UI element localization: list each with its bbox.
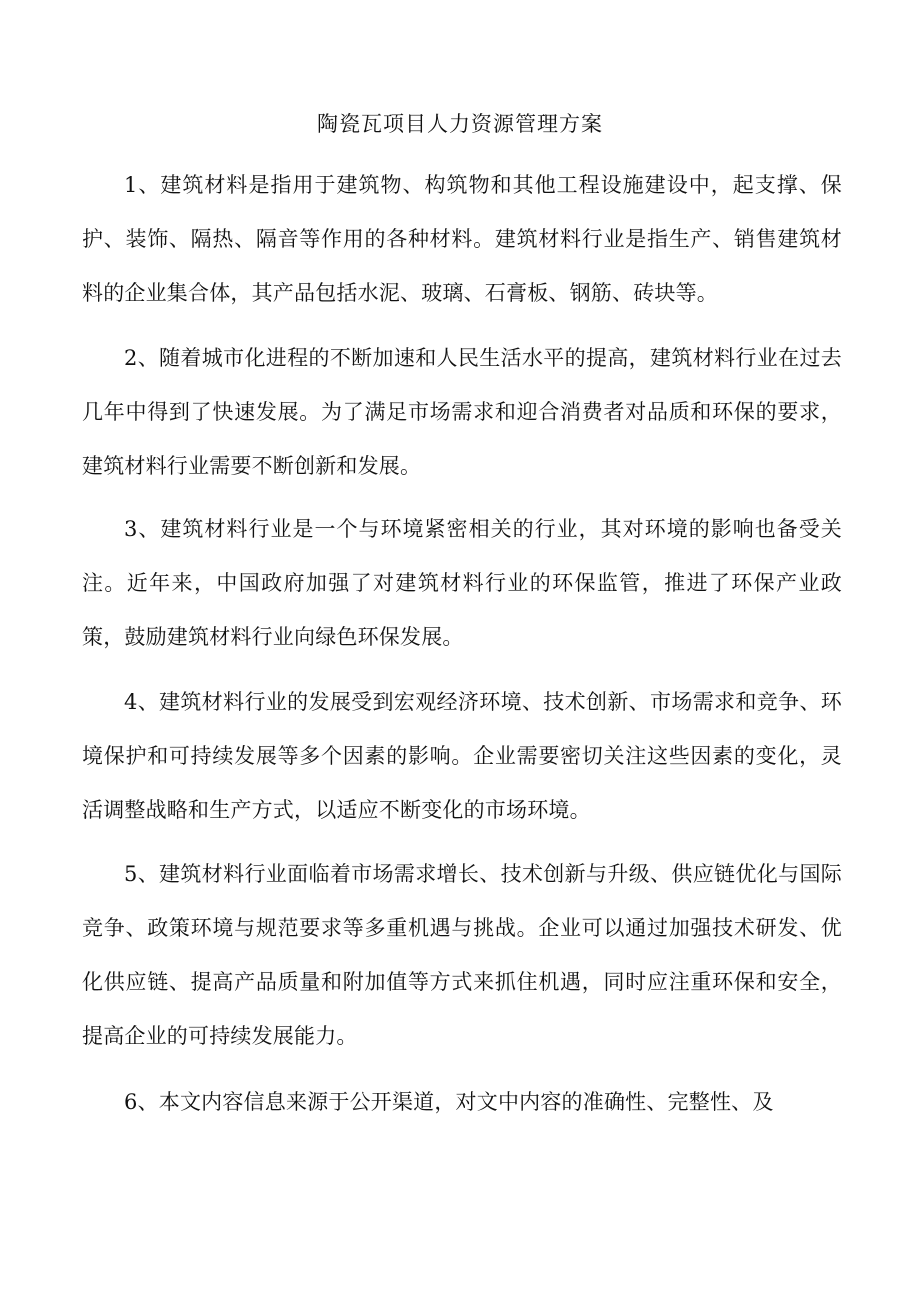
paragraph-2: 2、随着城市化进程的不断加速和人民生活水平的提高，建筑材料行业在过去几年中得到了快速发展。为了满足市场需求和迎合消费者对品质和环保的要求，建筑材料行业需要不断创新和发展。 — [82, 346, 842, 478]
paragraph-5: 5、建筑材料行业面临着市场需求增长、技术创新与升级、供应链优化与国际竞争、政策环境与规范要求等多重机遇与挑战。企业可以通过加强技术研发、优化供应链、提高产品质量和附加值等方式来抓住机遇，同时应注重环保和安全，提高企业的可持续发展能力。 — [82, 862, 842, 1048]
paragraph-1: 1、建筑材料是指用于建筑物、构筑物和其他工程设施建设中，起支撑、保护、装饰、隔热、隔音等作用的各种材料。建筑材料行业是指生产、销售建筑材料的企业集合体，其产品包括水泥、玻璃、石膏板、钢筋、砖块等。 — [82, 173, 842, 305]
paragraph-3: 3、建筑材料行业是一个与环境紧密相关的行业，其对环境的影响也备受关注。近年来，中国政府加强了对建筑材料行业的环保监管，推进了环保产业政策，鼓励建筑材料行业向绿色环保发展。 — [82, 517, 842, 649]
paragraph-4: 4、建筑材料行业的发展受到宏观经济环境、技术创新、市场需求和竞争、环境保护和可持续发展等多个因素的影响。企业需要密切关注这些因素的变化，灵活调整战略和生产方式，以适应不断变化的市场环境。 — [82, 690, 842, 822]
document-title: 陶瓷瓦项目人力资源管理方案 — [317, 112, 603, 136]
paragraph-6: 6、本文内容信息来源于公开渠道，对文中内容的准确性、完整性、及 — [124, 1090, 774, 1114]
